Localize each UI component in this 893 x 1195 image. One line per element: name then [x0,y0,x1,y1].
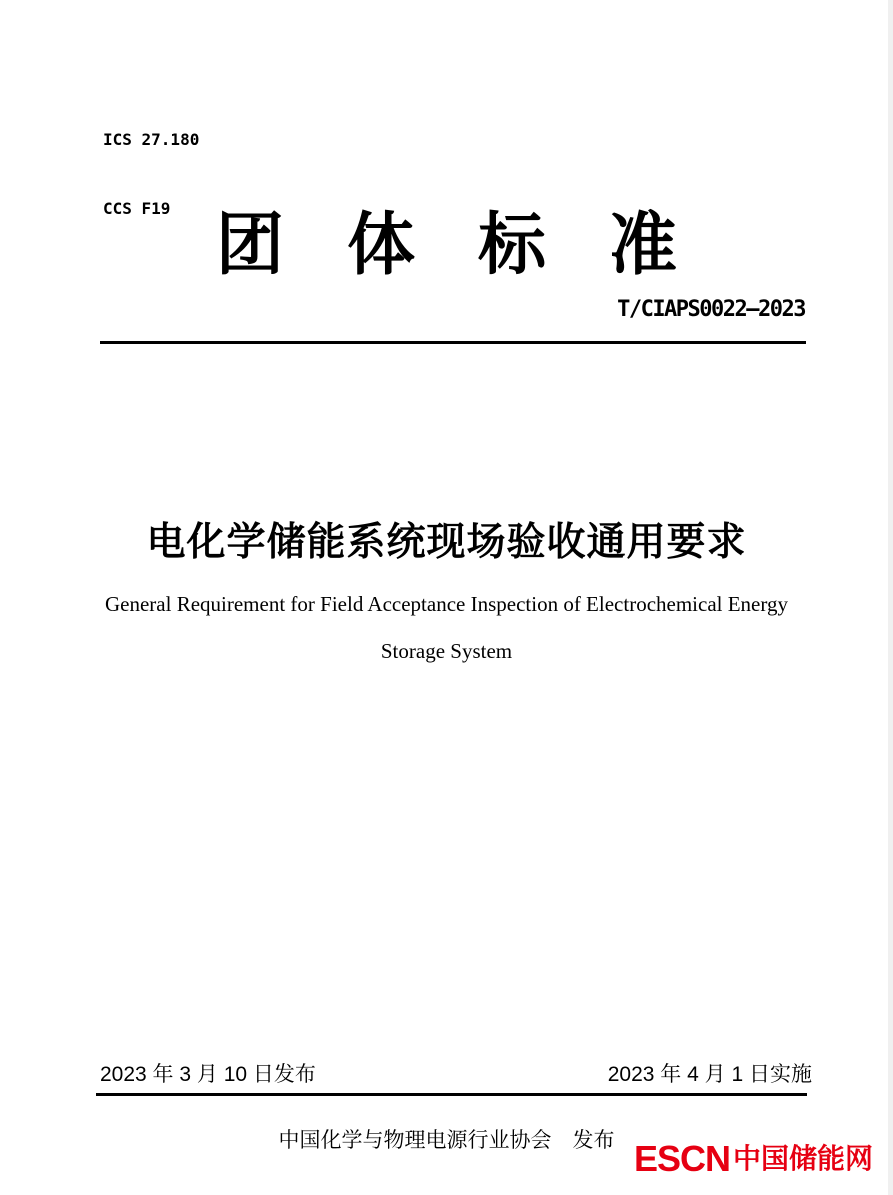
title-english-line2: Storage System [380,639,513,663]
implementation-date: 2023 年 4 月 1 日实施 [607,1063,812,1086]
issue-date: 2023 年 3 月 10 日发布 [100,1063,316,1086]
title-english-line1: General Requirement for Field Acceptance Inspection of Electrochemical Energy [105,592,788,616]
escn-watermark-logo [633,1138,873,1179]
publisher-line: 中国化学与物理电源行业协会 发布 [278,1129,615,1152]
footer-divider-line [96,1093,807,1096]
title-chinese: 电化学储能系统现场验收通用要求 [146,521,747,564]
header-divider-line [100,341,806,344]
escn-logo-latin: ESCN [633,1138,730,1179]
escn-logo-chinese: 中国储能网 [732,1143,873,1174]
page-edge-strip [888,0,893,1195]
standard-number: T/CIAPS0022—2023 [617,297,805,322]
ics-code: ICS 27.180 [103,130,200,149]
standard-type-title: 团体标准 [215,207,740,283]
ccs-code: CCS F19 [103,199,171,218]
